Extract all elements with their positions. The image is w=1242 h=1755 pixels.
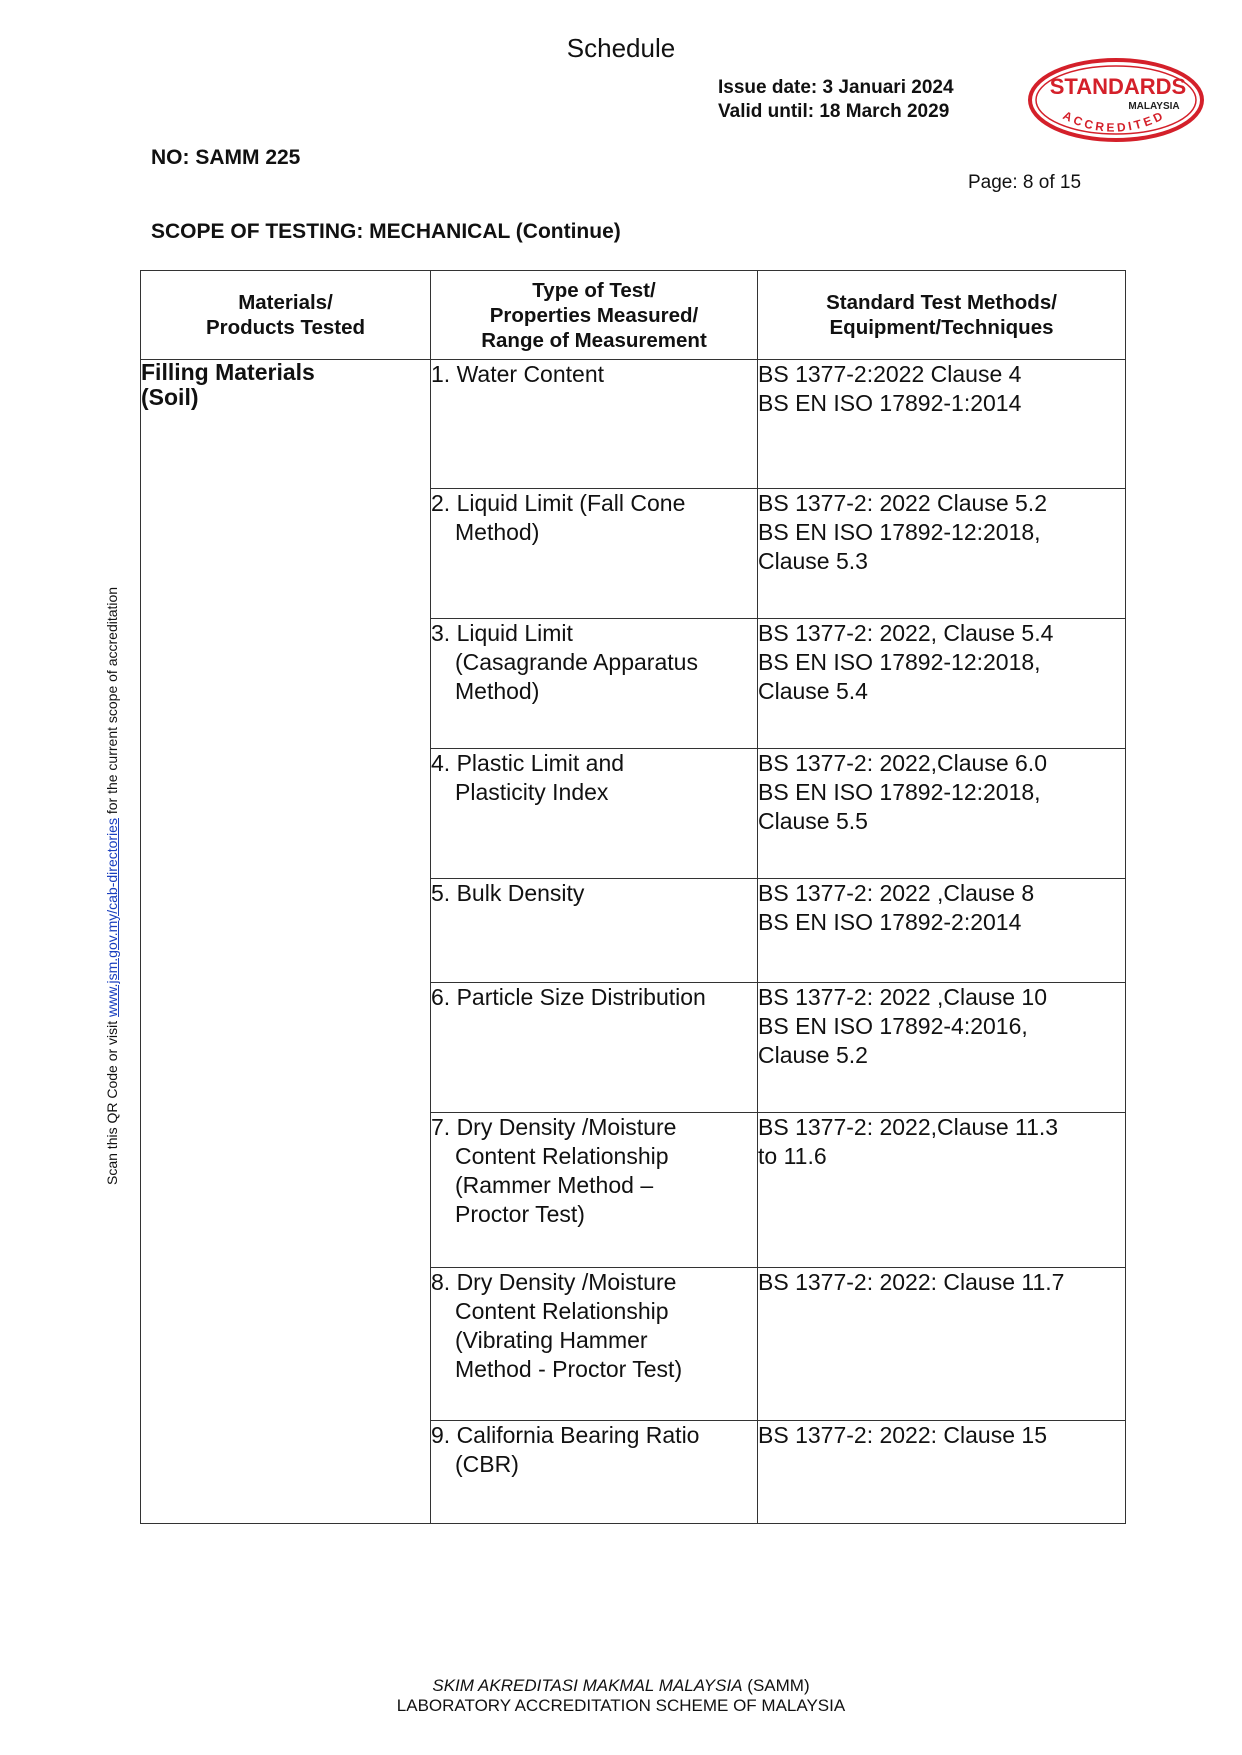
method-line: to 11.6 [758, 1143, 827, 1169]
header-line: Equipment/Techniques [829, 316, 1054, 339]
method-line: BS EN ISO 17892-12:2018, [758, 519, 1041, 545]
test-cell [431, 619, 758, 749]
method-line: Clause 5.2 [758, 1042, 868, 1068]
method-line: BS EN ISO 17892-2:2014 [758, 909, 1022, 935]
issue-date: Issue date: 3 Januari 2024 [718, 77, 954, 98]
method-line: BS EN ISO 17892-1:2014 [758, 390, 1022, 416]
test-line: Method) [455, 519, 540, 545]
test-line: (Rammer Method – [455, 1172, 654, 1198]
header-line: Standard Test Methods/ [826, 291, 1057, 314]
test-line: Plasticity Index [455, 779, 609, 805]
method-cell [758, 983, 1126, 1113]
method-line: BS EN ISO 17892-12:2018, [758, 779, 1041, 805]
material-line: (Soil) [141, 384, 199, 410]
test-line: (Casagrande Apparatus [455, 649, 698, 675]
test-line: 9. California Bearing Ratio [431, 1422, 700, 1448]
method-line: BS 1377-2: 2022, Clause 5.4 [758, 620, 1054, 646]
footer-scheme-malay: SKIM AKREDITASI MAKMAL MALAYSIA [432, 1676, 743, 1695]
method-cell [758, 1268, 1126, 1421]
logo-country-text: MALAYSIA [1128, 101, 1180, 112]
material-cell [141, 360, 431, 1524]
test-cell [431, 1113, 758, 1268]
footer-scheme-abbrev: (SAMM) [742, 1676, 810, 1695]
test-cell [431, 360, 758, 489]
test-cell [431, 983, 758, 1113]
test-line: Content Relationship [455, 1143, 669, 1169]
footer-line-2: LABORATORY ACCREDITATION SCHEME OF MALAYSIA [396, 1696, 846, 1715]
method-cell [758, 879, 1126, 983]
method-cell [758, 1113, 1126, 1268]
test-line: 5. Bulk Density [431, 880, 585, 906]
header-materials [141, 271, 431, 360]
test-cell [431, 489, 758, 619]
side-note-suffix: for the current scope of accreditation [104, 586, 120, 819]
test-cell [431, 1421, 758, 1524]
method-line: BS EN ISO 17892-12:2018, [758, 649, 1041, 675]
method-cell [758, 489, 1126, 619]
test-line: (Vibrating Hammer [455, 1327, 648, 1353]
test-line: Method) [455, 678, 540, 704]
test-line: 7. Dry Density /Moisture [431, 1114, 677, 1140]
valid-until: Valid until: 18 March 2029 [718, 101, 950, 122]
footer [0, 1676, 1242, 1716]
method-line: Clause 5.4 [758, 678, 868, 704]
test-line: Content Relationship [455, 1298, 669, 1324]
scope-heading: SCOPE OF TESTING: MECHANICAL (Continue) [151, 220, 621, 243]
table-header-row [141, 271, 1126, 360]
logo-accredited-text: ACCREDITED [1060, 107, 1168, 135]
page-number: Page: 8 of 15 [968, 172, 1082, 193]
method-line: BS 1377-2: 2022,Clause 6.0 [758, 750, 1047, 776]
method-line: Clause 5.3 [758, 548, 868, 574]
test-cell [431, 879, 758, 983]
method-line: Clause 5.5 [758, 808, 868, 834]
document-number: NO: SAMM 225 [151, 146, 301, 169]
method-line: BS 1377-2: 2022 ,Clause 10 [758, 984, 1047, 1010]
footer-line-1 [0, 1676, 1242, 1696]
material-line: Filling Materials [141, 359, 315, 385]
test-line: 2. Liquid Limit (Fall Cone [431, 490, 686, 516]
method-line: BS 1377-2: 2022: Clause 15 [758, 1422, 1047, 1448]
test-line: 1. Water Content [431, 361, 605, 387]
test-cell [431, 749, 758, 879]
header-line: Materials/ [238, 291, 333, 314]
header-line: Type of Test/ [532, 278, 656, 302]
test-line: Method - Proctor Test) [455, 1356, 683, 1382]
test-line: (CBR) [455, 1451, 519, 1477]
standards-malaysia-accredited-logo [1026, 56, 1206, 144]
method-line: BS 1377-2: 2022: Clause 11.7 [758, 1269, 1065, 1295]
method-cell [758, 1421, 1126, 1524]
method-line: BS 1377-2: 2022 Clause 5.2 [758, 490, 1047, 516]
method-line: BS 1377-2:2022 Clause 4 [758, 361, 1022, 387]
header-line: Range of Measurement [481, 328, 707, 352]
header-type-of-test [431, 271, 758, 360]
test-cell [431, 1268, 758, 1421]
method-line: BS EN ISO 17892-4:2016, [758, 1013, 1028, 1039]
issue-dates [718, 76, 954, 124]
method-cell [758, 749, 1126, 879]
method-cell [758, 619, 1126, 749]
logo-brand-text: STANDARDS [1049, 74, 1187, 99]
table-row [141, 360, 1126, 489]
cab-directories-link[interactable]: www.jsm.gov.my/cab-directories [104, 818, 120, 1017]
header-line: Products Tested [205, 316, 366, 339]
header-standard-methods [758, 271, 1126, 360]
page-title: Schedule [566, 33, 676, 63]
side-note-prefix: Scan this QR Code or visit [104, 1016, 120, 1185]
header-line: Properties Measured/ [489, 303, 699, 327]
method-line: BS 1377-2: 2022,Clause 11.3 [758, 1114, 1059, 1140]
method-line: BS 1377-2: 2022 ,Clause 8 [758, 880, 1035, 906]
side-note [104, 587, 120, 1185]
test-line: 8. Dry Density /Moisture [431, 1269, 677, 1295]
test-line: 3. Liquid Limit [431, 620, 573, 646]
test-line: 6. Particle Size Distribution [431, 984, 706, 1010]
test-line: Proctor Test) [455, 1201, 585, 1227]
method-cell [758, 360, 1126, 489]
scope-table [140, 270, 1126, 1524]
test-line: 4. Plastic Limit and [431, 750, 625, 776]
